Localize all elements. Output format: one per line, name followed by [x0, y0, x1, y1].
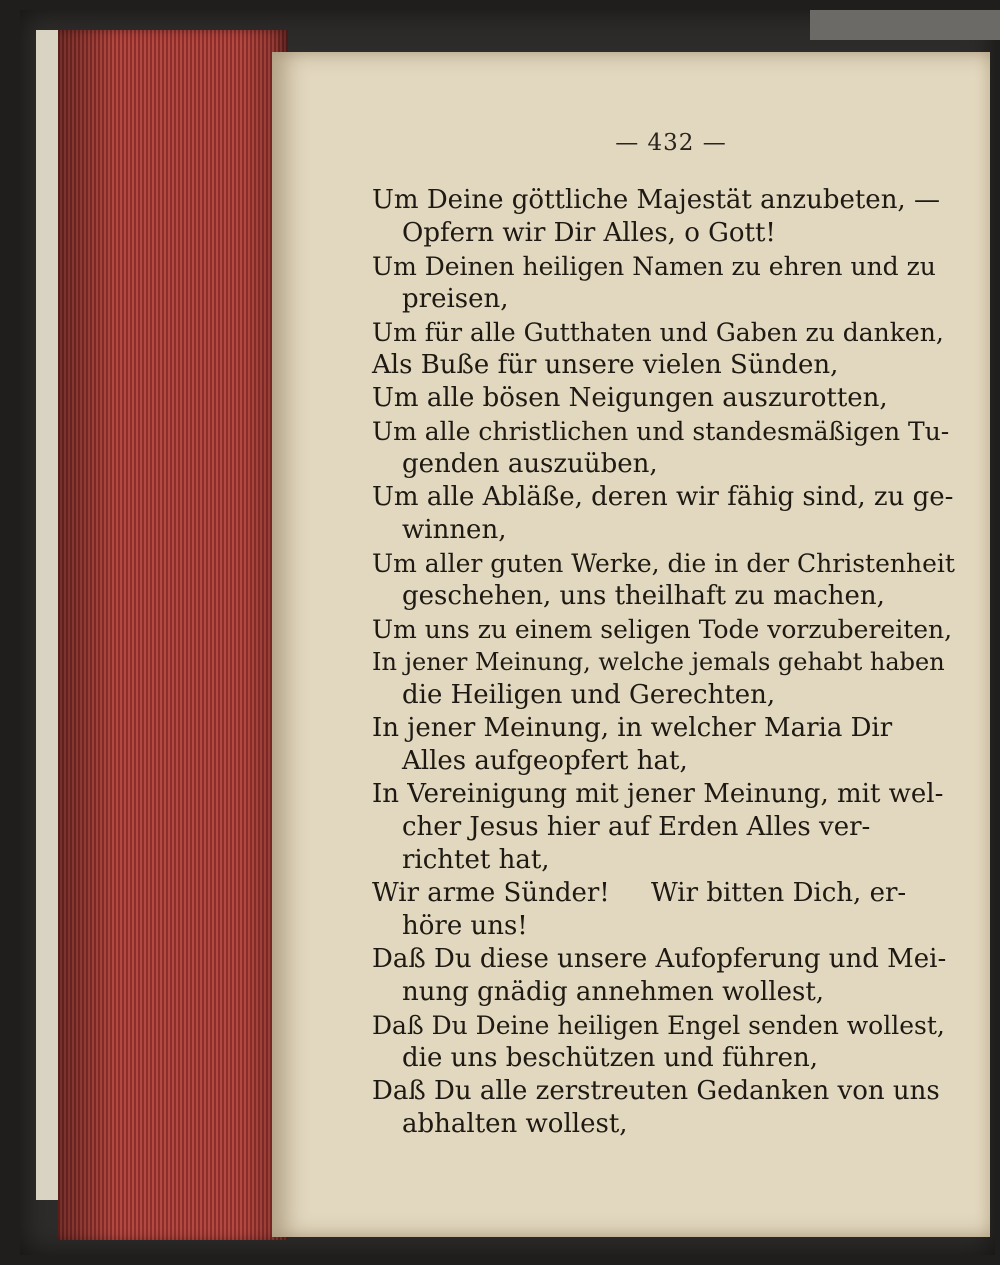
text-line: abhalten wollest,: [402, 1109, 628, 1139]
text-line: Um Deine göttliche Majestät anzubeten, —: [372, 185, 940, 215]
text-line: preisen,: [402, 284, 509, 314]
text-line: Opfern wir Dir Alles, o Gott!: [402, 218, 776, 248]
text-line: Wir arme Sünder! Wir bitten Dich, er-: [372, 878, 907, 908]
text-line: Um alle Abläße, deren wir fähig sind, zu ge-: [372, 482, 954, 512]
text-line: Um uns zu einem seligen Tode vorzubereiten,: [372, 615, 953, 644]
text-line: In jener Meinung, in welcher Maria Dir: [372, 713, 893, 743]
text-line: winnen,: [402, 515, 507, 545]
page-text: [372, 184, 957, 1141]
text-line: In Vereinigung mit jener Meinung, mit wel-: [372, 779, 944, 809]
text-line: Alles aufgeopfert hat,: [402, 746, 688, 776]
text-line: Daß Du Deine heiligen Engel senden wollest,: [372, 1011, 945, 1040]
text-line: Um aller guten Werke, die in der Christenheit: [372, 549, 955, 578]
text-line: Um alle christlichen und standesmäßigen Tu-: [372, 417, 950, 446]
text-line: nung gnädig annehmen wollest,: [402, 977, 825, 1007]
text-line: richtet hat,: [402, 845, 550, 875]
text-line: die uns beschützen und führen,: [402, 1043, 819, 1073]
text-line: In jener Meinung, welche jemals gehabt haben: [372, 648, 945, 676]
text-line: genden auszuüben,: [402, 449, 658, 479]
text-line: cher Jesus hier auf Erden Alles ver-: [402, 812, 871, 842]
text-line: Um Deinen heiligen Namen zu ehren und zu: [372, 252, 936, 281]
text-line: Daß Du diese unsere Aufopferung und Mei-: [372, 944, 947, 974]
text-line: Um alle bösen Neigungen auszurotten,: [372, 383, 888, 413]
cover-edge: [810, 10, 1000, 40]
text-line: höre uns!: [402, 911, 528, 941]
page-number: — 432 —: [615, 130, 727, 156]
text-line: Als Buße für unsere vielen Sünden,: [372, 350, 839, 380]
book-page: [272, 52, 990, 1237]
text-line: geschehen, uns theilhaft zu machen,: [402, 581, 885, 611]
text-line: Um für alle Gutthaten und Gaben zu danken,: [372, 318, 944, 347]
page-edges: [58, 30, 288, 1240]
text-line: die Heiligen und Gerechten,: [402, 680, 776, 710]
text-line: Daß Du alle zerstreuten Gedanken von uns: [372, 1076, 940, 1106]
